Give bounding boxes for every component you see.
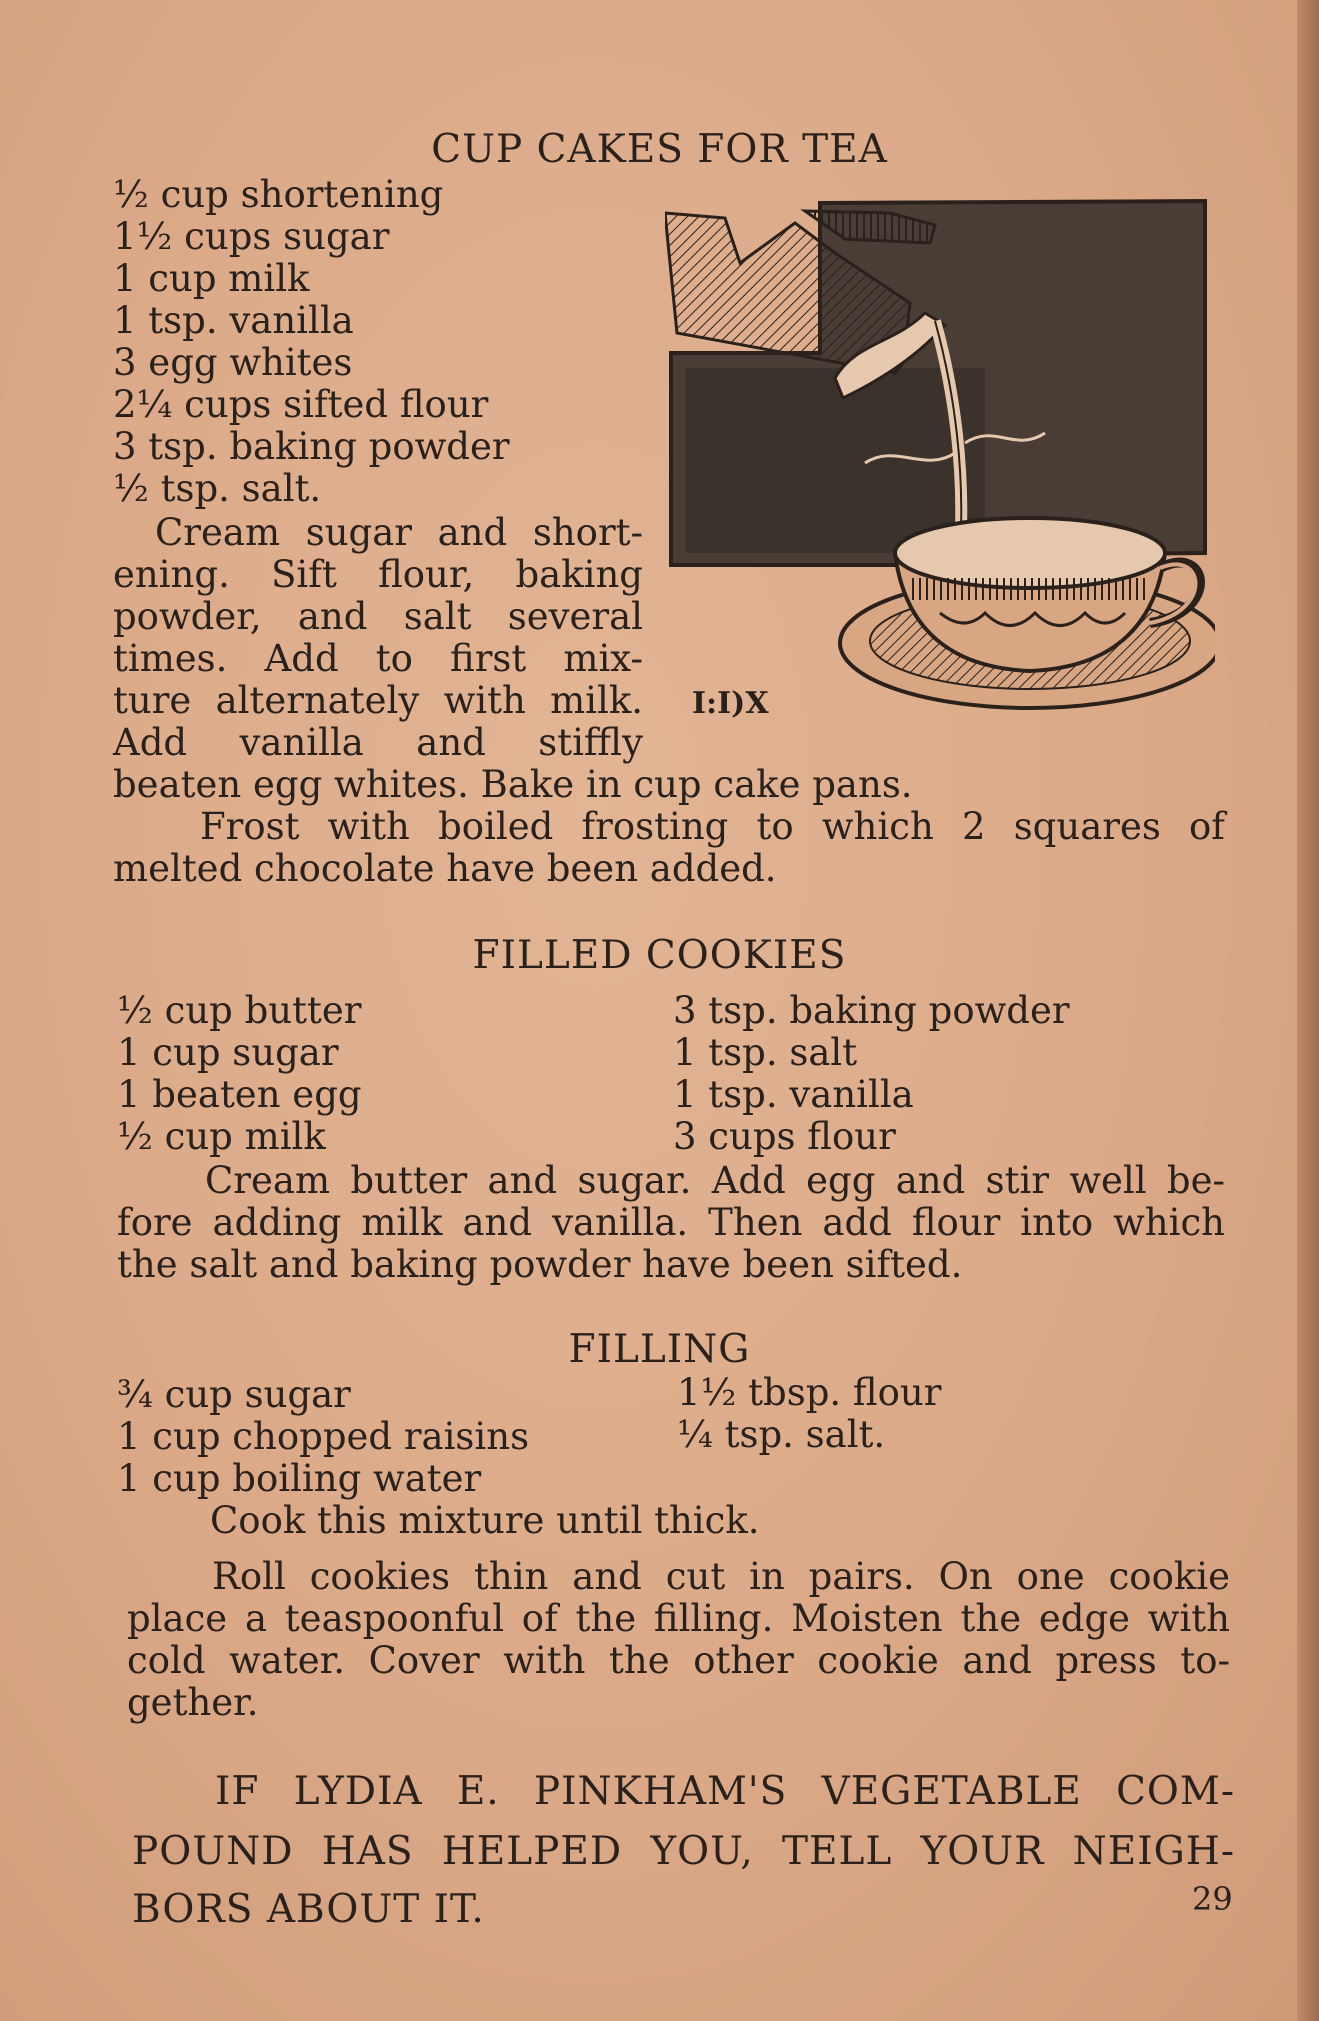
- cookies-ingredient: 3 tsp. baking powder: [673, 989, 1070, 1032]
- footer-line: BORS ABOUT IT.: [132, 1887, 485, 1932]
- filling-roll-line: cold water. Cover with the other cookie and press to-: [127, 1639, 1230, 1682]
- cookies-method-line: the salt and baking powder have been sifted.: [117, 1243, 963, 1286]
- filling-roll-line: gether.: [127, 1681, 259, 1724]
- illustration-maker-mark: I:I)X: [692, 686, 769, 721]
- filling-ingredient: ¼ tsp. salt.: [677, 1413, 886, 1456]
- cookies-method-line: fore adding milk and vanilla. Then add flour into which: [117, 1201, 1225, 1244]
- cupcakes-ingredient: ½ cup shortening: [113, 173, 444, 216]
- page-spine-edge: [1297, 0, 1319, 2021]
- cupcakes-method-line: beaten egg whites. Bake in cup cake pans.: [113, 763, 913, 806]
- filling-cook-line: Cook this mixture until thick.: [210, 1499, 760, 1542]
- cookies-method-line: Cream butter and sugar. Add egg and stir well be-: [205, 1159, 1225, 1202]
- cupcakes-frosting-line: Frost with boiled frosting to which 2 squares of: [200, 805, 1225, 848]
- cookies-ingredient: ½ cup butter: [117, 989, 362, 1032]
- filling-ingredient: 1 cup chopped raisins: [117, 1415, 530, 1458]
- cookies-ingredient: 1 cup sugar: [117, 1031, 339, 1074]
- cookies-ingredient: 3 cups flour: [673, 1115, 896, 1158]
- teapot-pouring-into-teacup-illustration: [665, 193, 1215, 733]
- cupcakes-ingredient: 1½ cups sugar: [113, 215, 390, 258]
- cupcakes-ingredient: 2¼ cups sifted flour: [113, 383, 489, 426]
- cookies-ingredient: ½ cup milk: [117, 1115, 326, 1158]
- cupcakes-method-line: powder, and salt several: [113, 595, 643, 638]
- cupcakes-title: CUP CAKES FOR TEA: [431, 127, 888, 172]
- page-number: 29: [1192, 1880, 1233, 1918]
- filling-roll-line: Roll cookies thin and cut in pairs. On one cookie: [212, 1555, 1230, 1598]
- footer-line: IF LYDIA E. PINKHAM'S VEGETABLE COM-: [215, 1769, 1235, 1814]
- cookies-ingredient: 1 tsp. salt: [673, 1031, 858, 1074]
- cupcakes-method-line: Cream sugar and short-: [155, 511, 643, 554]
- cupcakes-ingredient: ½ tsp. salt.: [113, 467, 322, 510]
- cupcakes-method-line: ening. Sift flour, baking: [113, 553, 643, 596]
- cupcakes-method-line: times. Add to first mix-: [113, 637, 643, 680]
- cupcakes-ingredient: 3 egg whites: [113, 341, 353, 384]
- filling-ingredient: ¾ cup sugar: [117, 1373, 351, 1416]
- filling-ingredient: 1 cup boiling water: [117, 1457, 482, 1500]
- cookies-ingredient: 1 tsp. vanilla: [673, 1073, 914, 1116]
- cupcakes-frosting-line: melted chocolate have been added.: [113, 847, 777, 890]
- cookies-ingredient: 1 beaten egg: [117, 1073, 362, 1116]
- cupcakes-ingredient: 1 cup milk: [113, 257, 310, 300]
- cookies-title: FILLED COOKIES: [472, 933, 847, 978]
- cupcakes-ingredient: 1 tsp. vanilla: [113, 299, 354, 342]
- footer-line: POUND HAS HELPED YOU, TELL YOUR NEIGH-: [132, 1829, 1235, 1874]
- filling-roll-line: place a teaspoonful of the filling. Moisten the edge with: [127, 1597, 1230, 1640]
- cupcakes-ingredient: 3 tsp. baking powder: [113, 425, 510, 468]
- cupcakes-method-line: Add vanilla and stiffly: [113, 721, 643, 764]
- cupcakes-method-line: ture alternately with milk.: [113, 679, 643, 722]
- filling-ingredient: 1½ tbsp. flour: [677, 1371, 942, 1414]
- filling-title: FILLING: [568, 1327, 751, 1372]
